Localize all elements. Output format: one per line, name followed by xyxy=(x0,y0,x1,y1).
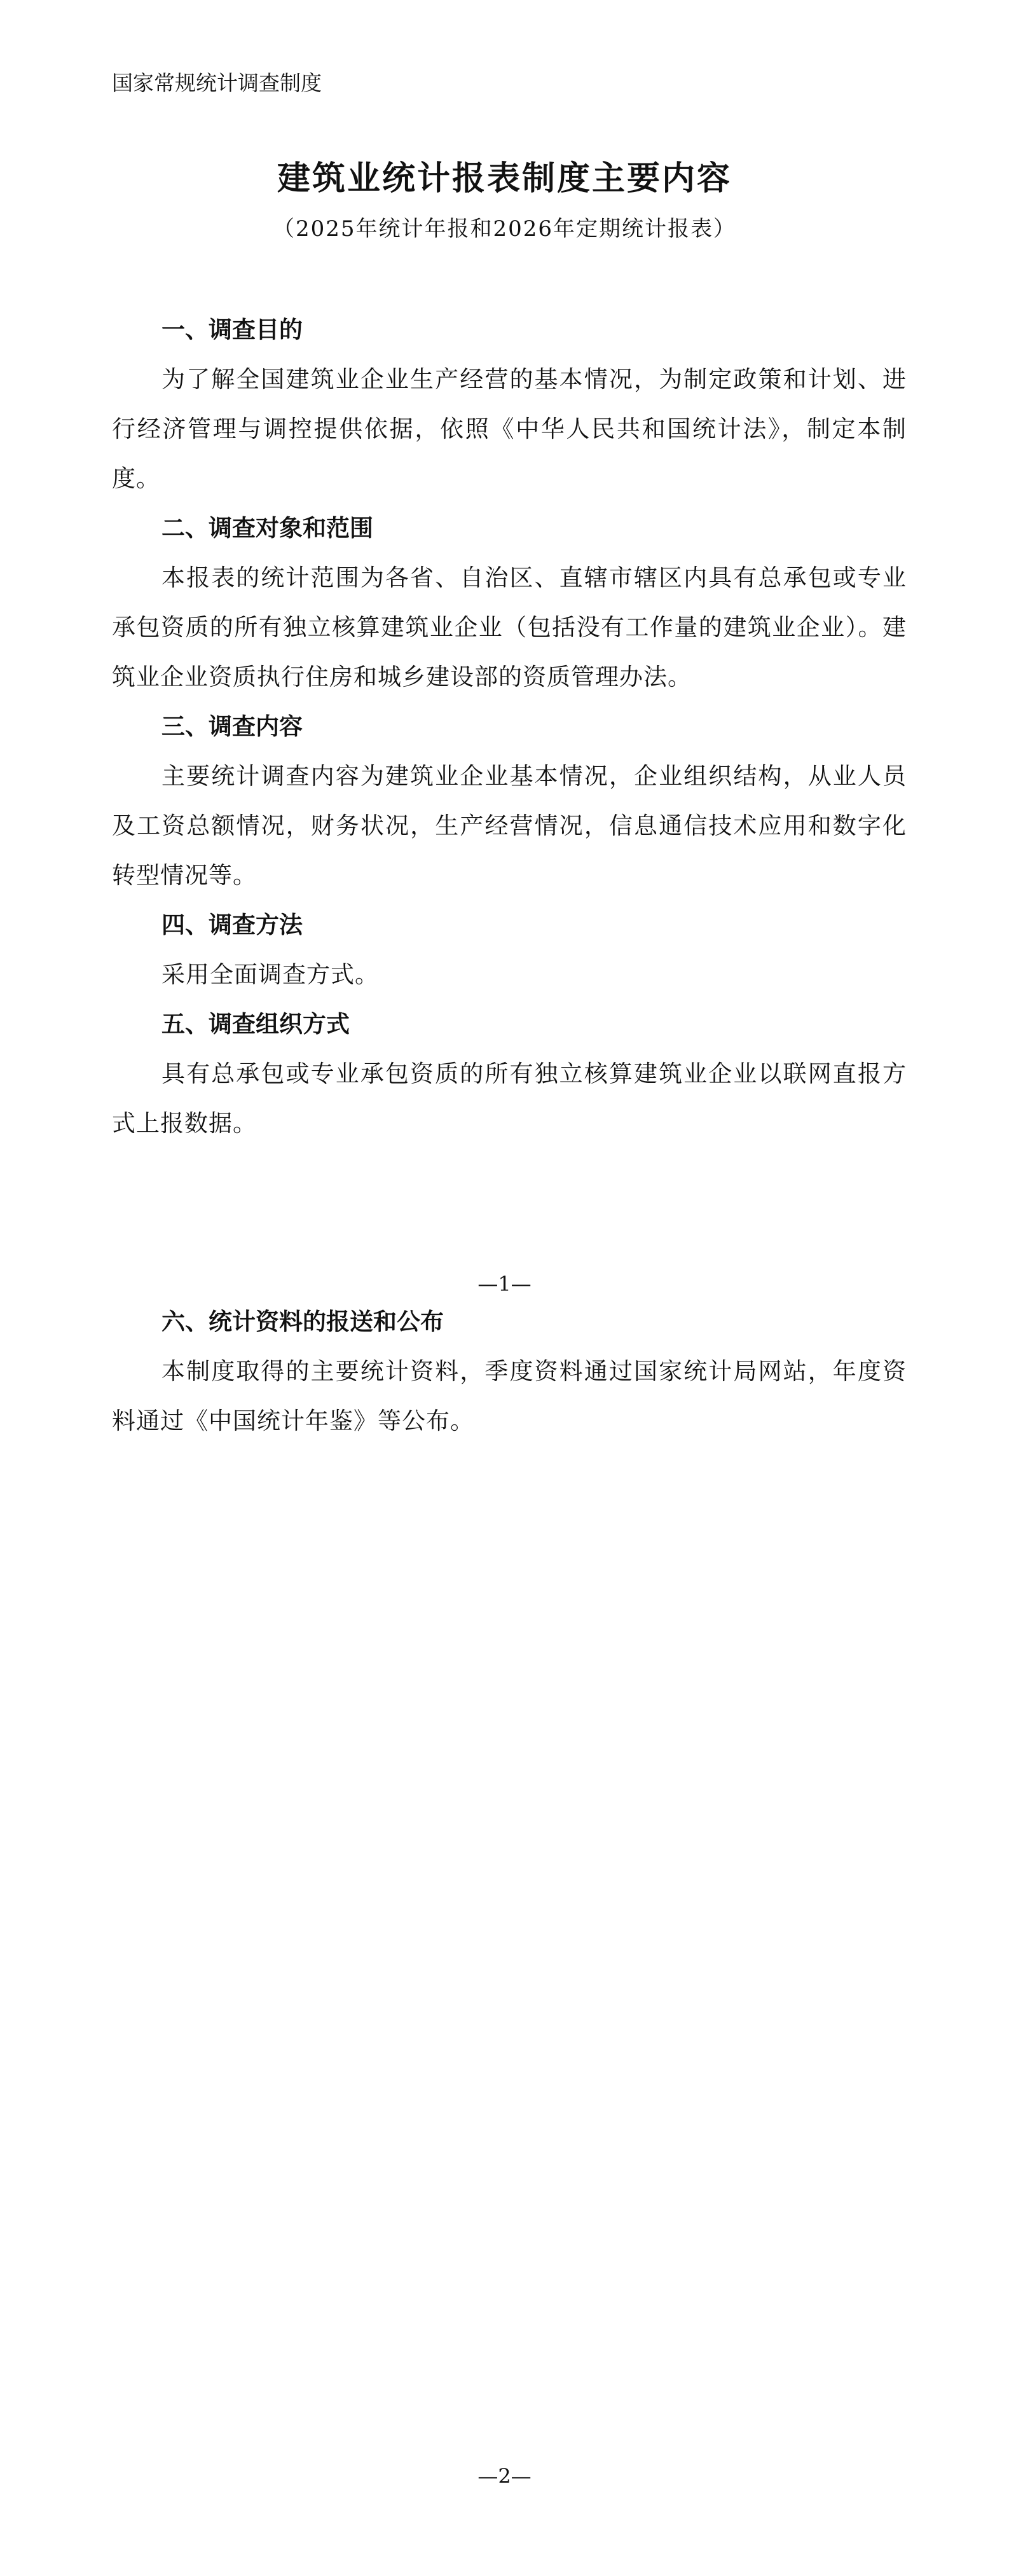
page-2-body xyxy=(112,1297,907,1446)
section-heading: 二、调查对象和范围 xyxy=(161,514,373,542)
section-paragraph: 主要统计调查内容为建筑业企业基本情况，企业组织结构，从业人员及工资总额情况，财务状况，生产经营情况，信息通信技术应用和数字化转型情况等。 xyxy=(112,762,907,889)
page-number: —1— xyxy=(477,1272,532,1296)
section-heading: 三、调查内容 xyxy=(161,713,303,740)
document-subtitle: （2025年统计年报和2026年定期统计报表） xyxy=(272,216,737,242)
page-number: —2— xyxy=(477,2464,532,2488)
page-1-body xyxy=(112,305,907,1148)
document-header: 国家常规统计调查制度 xyxy=(112,71,322,95)
section-paragraph: 本制度取得的主要统计资料，季度资料通过国家统计局网站，年度资料通过《中国统计年鉴》等公布。 xyxy=(112,1358,907,1435)
section-paragraph: 具有总承包或专业承包资质的所有独立核算建筑业企业以联网直报方式上报数据。 xyxy=(112,1060,907,1137)
section-paragraph: 为了解全国建筑业企业生产经营的基本情况，为制定政策和计划、进行经济管理与调控提供依据，依照《中华人民共和国统计法》，制定本制度。 xyxy=(112,366,907,492)
section-heading: 四、调查方法 xyxy=(161,911,303,939)
section-heading: 五、调查组织方式 xyxy=(161,1010,350,1038)
document-title: 建筑业统计报表制度主要内容 xyxy=(277,159,732,198)
section-paragraph: 采用全面调查方式。 xyxy=(161,961,379,988)
section-paragraph: 本报表的统计范围为各省、自治区、直辖市辖区内具有总承包或专业承包资质的所有独立核算建筑业企业（包括没有工作量的建筑业企业）。建筑业企业资质执行住房和城乡建设部的资质管理办法。 xyxy=(112,564,907,691)
section-heading: 一、调查目的 xyxy=(161,316,303,343)
section-heading: 六、统计资料的报送和公布 xyxy=(161,1308,444,1335)
